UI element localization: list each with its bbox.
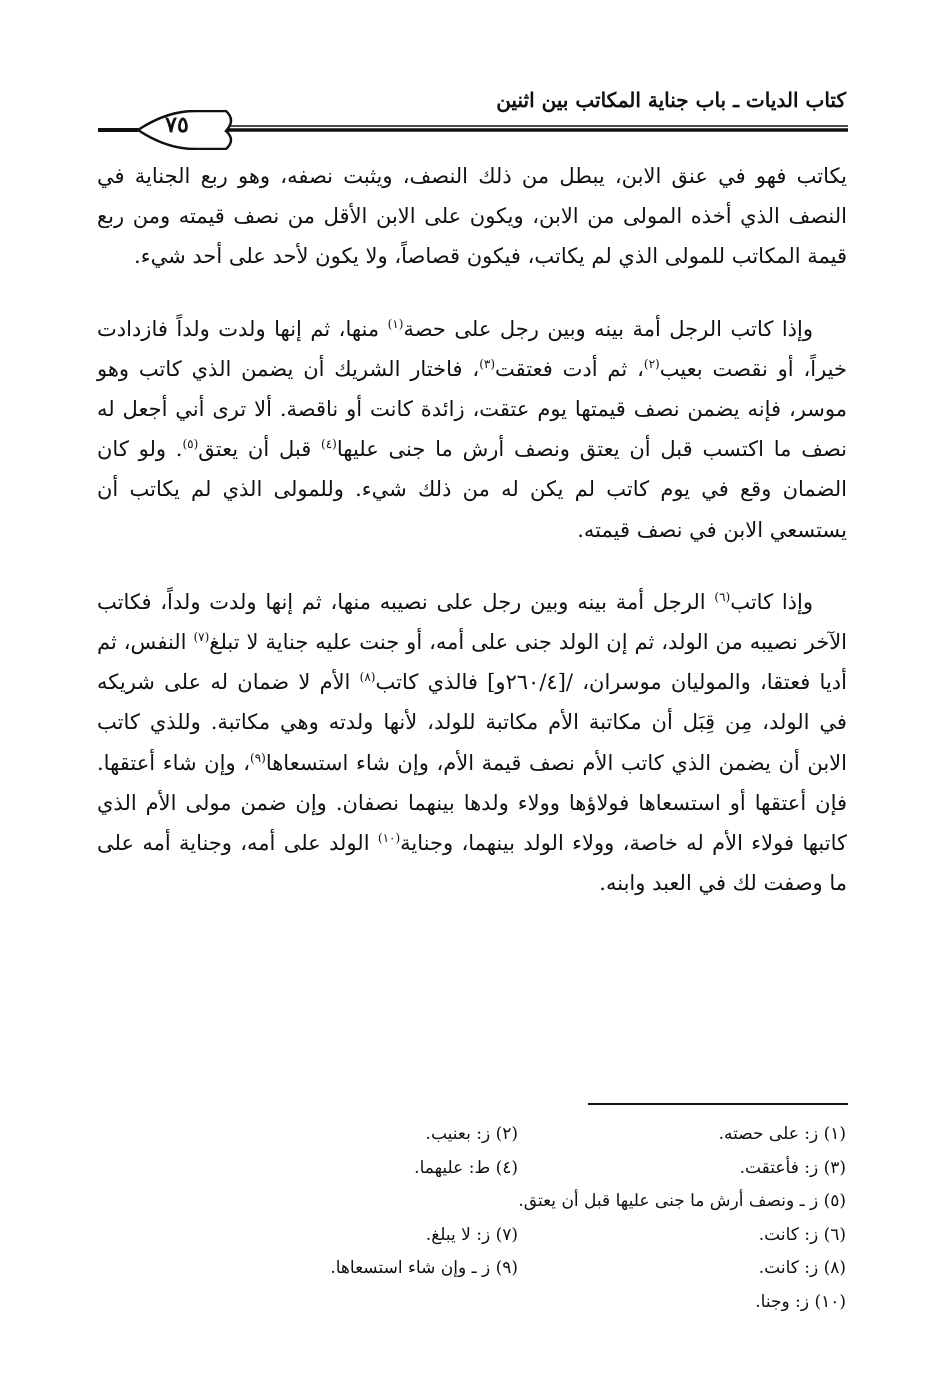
paragraph: [97, 582, 847, 904]
text-segment: عتقت، زائدة كانت أو ناقصة. ألا ترى أني أجعل له نصف ما اكتسب قبل: [97, 397, 848, 462]
footnote: (٤) ط: عليهما.: [414, 1157, 518, 1178]
footnote-row: [190, 1118, 846, 1152]
footnote-ref: (٤): [321, 437, 337, 452]
footnote: (١) ز: على حصته.: [718, 1124, 846, 1144]
footnote-ref: (٩): [250, 750, 266, 765]
footnote-ref: (٥): [182, 437, 199, 452]
running-head: كتاب الديات ـ باب جناية المكاتب بين اثنين: [496, 88, 846, 112]
text-line: من نصف قيمته ومن ربع قيمة المكاتب للمولى الذي لم يكاتب، فيكون: [97, 204, 847, 269]
text-segment: وإن شاء أعتقها. فإن أعتقها أو استسعاها فولاؤها وولاء ولدها بينهما نصفان.: [97, 750, 848, 815]
footnote: (٧) ز: لا يبلغ.: [425, 1224, 518, 1245]
text-segment: /[٢٦٠/٤و] فالذي كاتب: [375, 670, 573, 695]
text-segment: الولد على أمه، وجناية أمه على ما وصفت لك في العبد وابنه.: [97, 831, 847, 896]
text-segment: وجناية: [400, 831, 454, 856]
text-segment: وإن ضمن مولى الأم الذي كاتبها فولاء الأم له خاصة، وولاء الولد بينهما،: [97, 790, 847, 856]
text-line: قصاصاً، ولا يكون لأحد على أحد شيء.: [134, 244, 461, 269]
footnote: (٣) ز: فأعتقت.: [739, 1157, 846, 1178]
text-segment: الابن أن يضمن الذي كاتب الأم نصف قيمة الأم، وإن شاء استسعاها: [265, 750, 847, 775]
text-segment: وإذا كاتب الرجل أمة بينه وبين رجل على حصة: [403, 316, 813, 341]
text-segment: أن يعتق ونصف أرش ما جنى عليها: [336, 437, 651, 462]
text-line: الجناية في النصف الذي أخذه المولى من الابن، ويكون على الابن الأقل: [97, 164, 847, 229]
footnote-row: [190, 1185, 846, 1219]
footnote: (٥) ز ـ ونصف أرش ما جنى عليها قبل أن يعتق.: [518, 1191, 846, 1211]
text-segment: قبل أن يعتق: [198, 437, 322, 462]
text-segment: منها، ثم إنها: [274, 316, 388, 341]
footnote-separator: [588, 1103, 848, 1105]
footnote-ref: (٣): [479, 356, 496, 371]
footnote-ref: (٨): [359, 670, 376, 685]
footnote: (٢) ز: بعنيب.: [425, 1124, 518, 1144]
footnote: (٦) ز: كانت.: [758, 1224, 846, 1245]
footnote-row: [190, 1286, 846, 1320]
footnote-ref: (٢): [643, 356, 660, 371]
footnote-row: [190, 1252, 846, 1286]
text-segment: الأم لا ضمان له على شريكه في الولد، مِن: [97, 670, 847, 735]
paragraph: [97, 156, 847, 277]
text-segment: الرجل أمة بينه وبين رجل على نصيبه منها، ثم إنها: [265, 589, 715, 614]
page-number: ٧٥: [165, 112, 189, 138]
footnote-ref: (١): [387, 316, 404, 331]
text-segment: ، فاختار: [410, 356, 480, 381]
footnote-ref: (١٠): [377, 831, 401, 846]
text-segment: يستسعي الابن في نصف قيمته.: [577, 517, 847, 542]
text-segment: ،: [243, 750, 250, 775]
text-segment: وإذا كاتب: [730, 589, 814, 614]
paragraph: [97, 309, 847, 550]
footnote-row: [190, 1152, 846, 1186]
text-segment: النفس، ثم أديا فعتقا، والموليان موسران،: [97, 630, 847, 695]
footnote-row: [190, 1219, 846, 1253]
text-segment: ولدت ولداً، فكاتب الآخر نصيبه من الولد، ثم إن الولد جنى على أمه، أو: [97, 589, 848, 655]
text-segment: قِبَل أن مكاتبة الأم مكاتبة للولد، لأنها ولدته وهي مكاتبة. وللذي كاتب: [97, 710, 716, 735]
footnote-ref: (٧): [193, 630, 210, 645]
footnote: (١٠) ز: وجنا.: [755, 1291, 846, 1312]
text-segment: ، ثم أدت فعتقت: [495, 356, 644, 381]
footnote: (٨) ز: كانت.: [758, 1258, 846, 1278]
text-line: يكاتب فهو في عنق الابن، يبطل من ذلك النصف، ويثبت نصفه، وهو ربع: [200, 164, 847, 188]
text-segment: وقع في يوم كاتب لم يكن له من ذلك شيء. وللمولى الذي لم يكاتب أن: [97, 477, 772, 502]
footnote-ref: (٦): [714, 589, 731, 604]
footnote: (٩) ز ـ وإن شاء استسعاها.: [330, 1258, 518, 1278]
text-segment: جنت عليه جناية لا تبلغ: [209, 630, 400, 655]
text-segment: . ولو كان الضمان: [97, 437, 847, 502]
text-segment: ولدت ولداً فازدادت خيراً، أو نقصت بعيب: [97, 316, 847, 381]
main-text: [97, 156, 847, 903]
footnotes: [190, 1118, 846, 1319]
text-segment: الشريك أن يضمن الذي كاتب وهو موسر، فإنه يضمن نصف قيمتها يوم: [97, 356, 847, 422]
